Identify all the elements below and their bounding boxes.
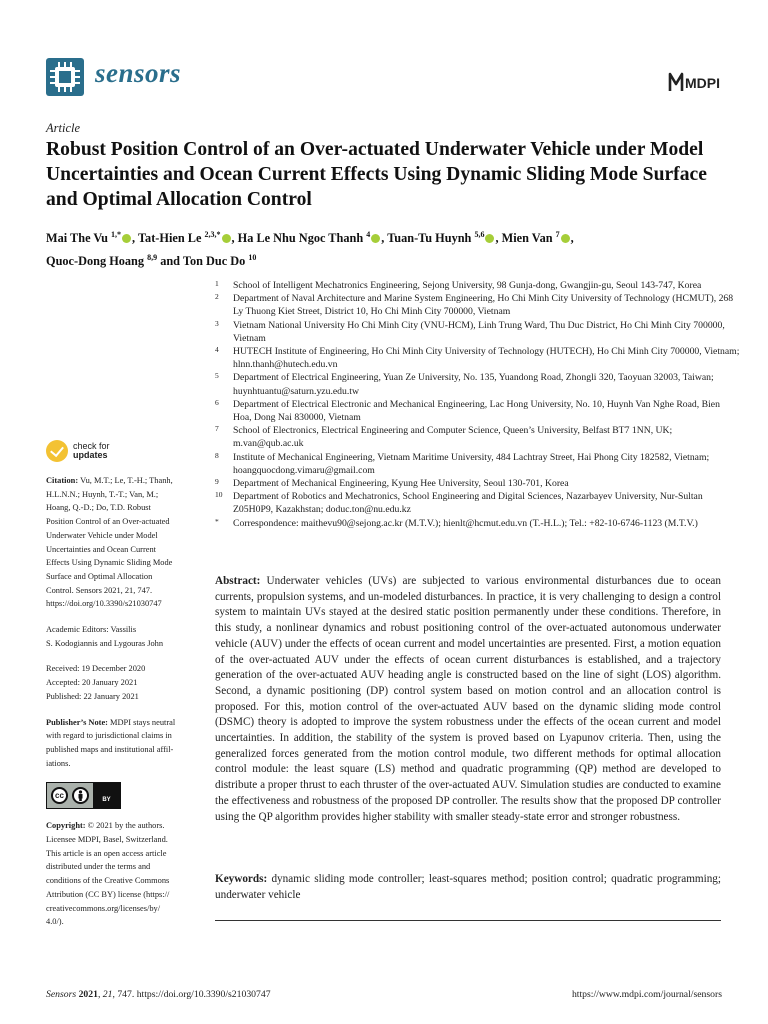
mdpi-logo [666, 70, 722, 99]
sidebar-line: Hoang, Q.-D.; Do, T.D. Robust [46, 503, 151, 513]
affiliation-number: 10 [215, 490, 223, 500]
affiliation-text: School of Intelligent Mechatronics Engineering, Sejong University, 98 Gunja-dong, Gwangjin-gu, Seoul 143-747, Korea [233, 280, 702, 291]
author: Tuan-Tu Huynh $^{5,6}$ , [387, 230, 502, 246]
abstract [215, 574, 721, 825]
author: Tat-Hien Le $^{2,3,*}$ , [137, 230, 238, 246]
sidebar-line: distributed under the terms and [46, 862, 151, 872]
cc-icon: cc [51, 787, 68, 804]
journal-name: sensors [95, 58, 182, 88]
affiliation-number: * [215, 516, 219, 526]
author-affiliation-mark: 2,3,* [204, 230, 221, 239]
author-name[interactable]: Mien Van [501, 231, 553, 246]
author: Mien Van $^7$ , [501, 230, 574, 246]
affiliation-number: 4 [215, 345, 219, 355]
sidebar-line: S. Kodogiannis and Lygouras John [46, 638, 164, 648]
received-date: Received: 19 December 2020 [46, 664, 146, 674]
affiliation-number: 5 [215, 371, 219, 381]
publishers-note [46, 716, 201, 771]
author [183, 254, 257, 268]
check-icon [46, 440, 68, 462]
sidebar-line: Publisher’s Note: MDPI stays neutral [46, 717, 176, 727]
author-name[interactable]: Mai The Vu [46, 231, 108, 246]
affiliation-number: 2 [215, 292, 219, 302]
affiliation-item [215, 451, 740, 477]
author-name[interactable]: Quoc-Dong Hoang [46, 254, 145, 269]
sidebar-line: Copyright: © 2021 by the authors. [46, 821, 165, 831]
sidebar-line: conditions of the Creative Commons [46, 876, 170, 886]
author: Mai The Vu $^{1,*}$ , [46, 230, 138, 246]
paper-title: Robust Position Control of an Over-actuated Underwater Vehicle under Model Uncertainties and Ocean Current Effects Using Dynamic Sliding Mode Surface and Optimal Allocation Control [46, 139, 707, 210]
sidebar-label: Copyright: [46, 821, 86, 831]
affiliation-number: 8 [215, 450, 219, 460]
check-updates-line2: updates [73, 450, 108, 460]
sidebar-label: Citation: [46, 476, 79, 485]
author: Quoc-Dong Hoang $^{8,9}$ and [46, 253, 183, 269]
keywords-label: Keywords: [215, 873, 268, 885]
author-name[interactable]: Tat-Hien Le [137, 231, 202, 246]
affiliation-item [215, 477, 740, 490]
affiliation-text: Department of Electrical Electronic and Mechanical Engineering, Lac Hong University, No. 10, Huynh Van Nghe Road, Bien Hoa, Dong Nai 830000, Vietnam [233, 398, 720, 424]
author-name[interactable]: Ha Le Nhu Ngoc Thanh [237, 231, 364, 246]
editors-block [46, 623, 201, 650]
affiliation-text: HUTECH Institute of Engineering, Ho Chi Minh City University of Technology (HUTECH), Ho Chi Minh City 700000, Vietnam; hlnn.thanh@hutech.edu.vn [233, 346, 740, 371]
sidebar-line: Underwater Vehicle under Model [46, 530, 158, 540]
check-for-updates-button[interactable] [46, 440, 201, 462]
author-name[interactable]: Ton Duc Do [182, 254, 246, 269]
sidebar-line: Effects Using Dynamic Sliding Mode [46, 558, 173, 568]
affiliation-item [215, 424, 740, 450]
sidebar-line: iations. [46, 758, 71, 768]
affiliation-item [215, 490, 740, 516]
orcid-icon[interactable] [122, 234, 131, 243]
sidebar-line: creativecommons.org/licenses/by/ [46, 903, 161, 913]
affiliation-number: 1 [215, 279, 219, 288]
dates-block [46, 662, 201, 703]
affiliation-item [215, 292, 740, 318]
affiliation-number: 9 [215, 477, 219, 487]
divider [215, 920, 721, 921]
sidebar-line: Position Control of an Over-actuated [46, 517, 170, 527]
author-name[interactable]: Tuan-Tu Huynh [387, 231, 472, 246]
sidebar-line: Uncertainties and Ocean Current [46, 544, 156, 554]
affiliation-text: Department of Electrical Engineering, Yuan Ze University, No. 135, Yuandong Road, Zhongli 320, Taoyuan 32003, Taiwan; huynhtuantu@saturn.yzu.edu.tw [233, 372, 714, 397]
author: Ha Le Nhu Ngoc Thanh $^4$ , [237, 230, 388, 246]
orcid-icon[interactable] [222, 234, 231, 243]
sidebar-line: Control. Sensors 2021, 21, 747. [46, 585, 153, 595]
author-affiliation-mark: 10 [248, 253, 257, 263]
orcid-icon[interactable] [485, 234, 494, 243]
sidebar-line: 4.0/). [46, 917, 64, 927]
affiliation-text: Institute of Mechanical Engineering, Vietnam Maritime University, 484 Lachtray Street, Hai Phong City 182582, Vietnam; hoangquocdong.vimaru@gmail.com [233, 451, 710, 476]
affiliation-item [215, 345, 740, 371]
affiliation-number: 3 [215, 318, 219, 328]
affiliation-number: 6 [215, 397, 219, 407]
author-affiliation-mark: 4 [366, 230, 371, 239]
sensors-logo-icon [46, 58, 84, 96]
sidebar-line: published maps and institutional affil- [46, 744, 174, 754]
published-date: Published: 22 January 2021 [46, 691, 139, 701]
accepted-date: Accepted: 20 January 2021 [46, 678, 138, 688]
footer-volume: 21 [102, 989, 113, 1000]
footer-journal: Sensors [46, 989, 77, 1000]
sidebar-line: https://doi.org/10.3390/s21030747 [46, 599, 162, 609]
affiliation-number: 7 [215, 424, 219, 434]
footer-doi[interactable]: , 747. https://doi.org/10.3390/s21030747 [112, 989, 271, 1000]
affiliation-text: Department of Robotics and Mechatronics, School Engineering and Digital Sciences, Nazarbayev University, Nur-Sultan Z05H0P9, Kazakhstan; doduc.ton@nu.edu.kz [233, 491, 703, 516]
sidebar-line: Academic Editors: Vassilis [46, 625, 137, 635]
footer-citation: Sensors 2021, 21, 747. https://doi.org/10.3390/s21030747 [46, 989, 271, 1000]
author-affiliation-mark: 1,* [111, 230, 122, 239]
sidebar-line: Attribution (CC BY) license (https:// [46, 889, 170, 899]
footer-journal-url[interactable]: https://www.mdpi.com/journal/sensors [571, 989, 722, 1000]
affiliation-item [215, 279, 740, 292]
copyright-block [46, 819, 201, 929]
affiliation-item [215, 398, 740, 424]
abstract-text: Underwater vehicles (UVs) are subjected to various environmental disturbances due to ocean currents, propulsion systems, and un-modeled disturbances. In practice, it is very challenging to design a control system to maintain UVs stayed at the desired static position permanently under these conditions. Therefore, in this study, a nonlinear dynamics and robust positioning control of the over-actuated autonomous underwater vehicle (AUV) under the effects of ocean current and model uncertainties are presented. First, a motion equation of the over-actuated AUV under the effects of ocean current disturbances is established, and a trajectory generation of the over-actuated AUV heading angle is constructed based on the line of sight (LOS) algorithm. Second, a dynamic positioning (DP) control system based on motion control and an allocation control is proposed. For this, motion control of the over-actuated AUV based on the dynamic sliding mode control (DSMC) theory is adopted to improve the system robustness under the effects of the ocean current and model uncertainties. In addition, the stability of the system is proved based on Lyapunov criteria. Then, using the generalized forces generated from the motion control module, two different methods for optimal allocation control module: the least square (LS) method and quadratic programming (QP) method are developed to distribute a proper thrust to each thruster of the over-actuated AUV. Simulation studies are conducted to examine the effectiveness and robustness of the proposed DP controller. The results show that the proposed DP controller using the QP algorithm provides higher stability with smaller steady-state error and stronger robustness. [215, 575, 721, 823]
citation-block [46, 474, 201, 611]
author-list [46, 225, 736, 271]
affiliation-text: Correspondence: maithevu90@sejong.ac.kr (M.T.V.); hienlt@hcmut.edu.vn (T.-H.L.); Tel.: +82-10-6746-1123 (M.T.V.) [233, 517, 698, 529]
abstract-label: Abstract: [215, 575, 261, 587]
affiliation-text: Department of Naval Architecture and Marine System Engineering, Ho Chi Minh City University of Technology (HCMUT), 268 Ly Thuong Kiet Street, District 10, Ho Chi Minh City 700000, Vietnam [233, 293, 734, 318]
citation-text [46, 474, 201, 611]
sidebar-line: This article is an open access article [46, 848, 167, 858]
author-affiliation-mark: 5,6 [474, 230, 485, 239]
cc-by-label: BY [93, 783, 120, 808]
affiliation-item [215, 371, 740, 397]
orcid-icon[interactable] [371, 234, 380, 243]
sidebar-line: H.L.N.N.; Huynh, T.-T.; Van, M.; [46, 489, 159, 499]
author-affiliation-mark: 7 [555, 230, 560, 239]
article-type: Article [46, 121, 81, 135]
cc-by-license-badge[interactable] [46, 782, 121, 809]
sidebar [46, 440, 201, 941]
keywords-text: dynamic sliding mode controller; least-squares method; position control; quadratic programming; underwater vehicle [215, 873, 722, 901]
affiliation-text: Department of Mechanical Engineering, Kyung Hee University, Seoul 130-701, Korea [233, 478, 569, 490]
check-updates-line1: check for [73, 441, 110, 451]
footer-year: 2021 [78, 989, 98, 1000]
attribution-person-icon [72, 787, 89, 804]
sidebar-line: Surface and Optimal Allocation [46, 571, 153, 581]
sidebar-line: Citation: Vu, M.T.; Le, T.-H.; Thanh, [46, 476, 173, 485]
keywords [215, 872, 721, 903]
author-affiliation-mark: 8,9 [147, 253, 158, 263]
affiliations-list [215, 279, 740, 530]
sidebar-line: Licensee MDPI, Basel, Switzerland. [46, 835, 168, 845]
affiliation-text: Vietnam National University Ho Chi Minh City (VNU-HCM), Linh Trung Ward, Thu Duc District, Ho Chi Minh City 700000, Vietnam [233, 319, 725, 344]
affiliation-text: School of Electronics, Electrical Engineering and Computer Science, Queen’s University, Belfast BT7 1NN, UK; m.van@qub.ac.uk [233, 425, 673, 450]
sidebar-line: with regard to jurisdictional claims in [46, 731, 172, 741]
affiliation-item [215, 319, 740, 345]
publisher-name: MDPI [685, 75, 720, 91]
sidebar-label: Publisher’s Note: [46, 717, 108, 727]
affiliation-item [215, 517, 740, 530]
orcid-icon[interactable] [561, 234, 570, 243]
